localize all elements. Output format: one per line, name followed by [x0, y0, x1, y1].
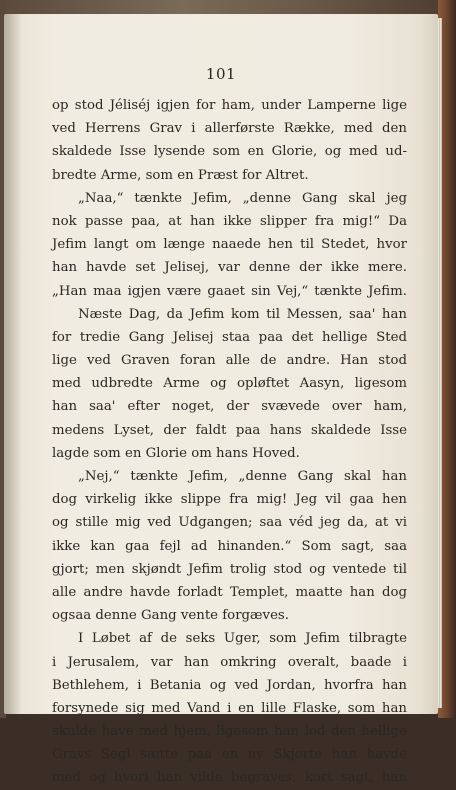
text-line: op stod Jéliséj igjen for ham, under Lamperne lige — [52, 98, 407, 113]
text-line: Bethlehem, i Betania og ved Jordan, hvorfra han — [52, 677, 407, 693]
text-line: han havde set Jelisej, var denne der ikke mere. — [52, 260, 407, 276]
gutter-shadow — [4, 14, 22, 714]
text-line: lige ved Graven foran alle de andre. Han stod — [52, 353, 407, 369]
text-line: Jefim langt om længe naaede hen til Stedet, hvor — [52, 237, 407, 253]
text-line: Gravs Segl sætte paa en ny Skjorte han havde — [52, 747, 407, 763]
text-line: lagde som en Glorie om hans Hoved. — [52, 445, 300, 461]
text-line: „Nej,“ tænkte Jefim, „denne Gang skal han — [78, 469, 407, 484]
text-line: gjort; men skjøndt Jefim trolig stod og ventede til — [52, 561, 407, 577]
text-line: skaldede Isse lysende som en Glorie, og med ud- — [52, 144, 407, 160]
text-line: i Jerusalem, var han omkring overalt, baade i — [52, 654, 407, 670]
text-line: alle andre havde forladt Templet, maatte han dog — [52, 584, 407, 600]
text-line: I Løbet af de seks Uger, som Jefim tilbragte — [78, 631, 407, 647]
text-line: Næste Dag, da Jefim kom til Messen, saa' han — [78, 306, 407, 322]
text-line: med udbredte Arme og opløftet Aasyn, ligesom — [52, 376, 407, 392]
text-line: „Han maa igjen være gaaet sin Vej,“ tænkte Jefim. — [52, 283, 407, 299]
text-line: med og hvori han vilde begraves, kort sagt, han — [52, 770, 407, 786]
text-line: medens Lyset, der faldt paa hans skaldede Isse — [52, 422, 407, 438]
text-line: for tredie Gang Jelisej staa paa det hellige Sted — [52, 329, 407, 345]
text-line: og stille mig ved Udgangen; saa véd jeg da, at vi — [52, 515, 407, 531]
text-line: skulde have med hjem, ligesom han lod den hellige — [52, 724, 407, 740]
text-line: bredte Arme, som en Præst for Altret. — [52, 167, 309, 183]
text-line: han saa' efter noget, der svævede over ham, — [52, 399, 407, 415]
body-text — [52, 94, 407, 790]
text-line: dog virkelig ikke slippe fra mig! Jeg vil gaa hen — [52, 492, 407, 508]
text-line: ved Herrens Grav i allerførste Række, med den — [52, 121, 407, 137]
text-line: ikke kan gaa fejl ad hinanden.“ Som sagt, saa — [52, 538, 407, 554]
text-line: forsynede sig med Vand i en lille Flaske, som han — [52, 700, 407, 716]
text-line: nok passe paa, at han ikke slipper fra mig!“ Da — [52, 213, 407, 229]
text-line: ogsaa denne Gang vente forgæves. — [52, 608, 289, 624]
page-number: 101 — [205, 65, 237, 83]
book-page — [4, 14, 438, 786]
text-line: „Naa,“ tænkte Jefim, „denne Gang skal jeg — [78, 190, 407, 206]
